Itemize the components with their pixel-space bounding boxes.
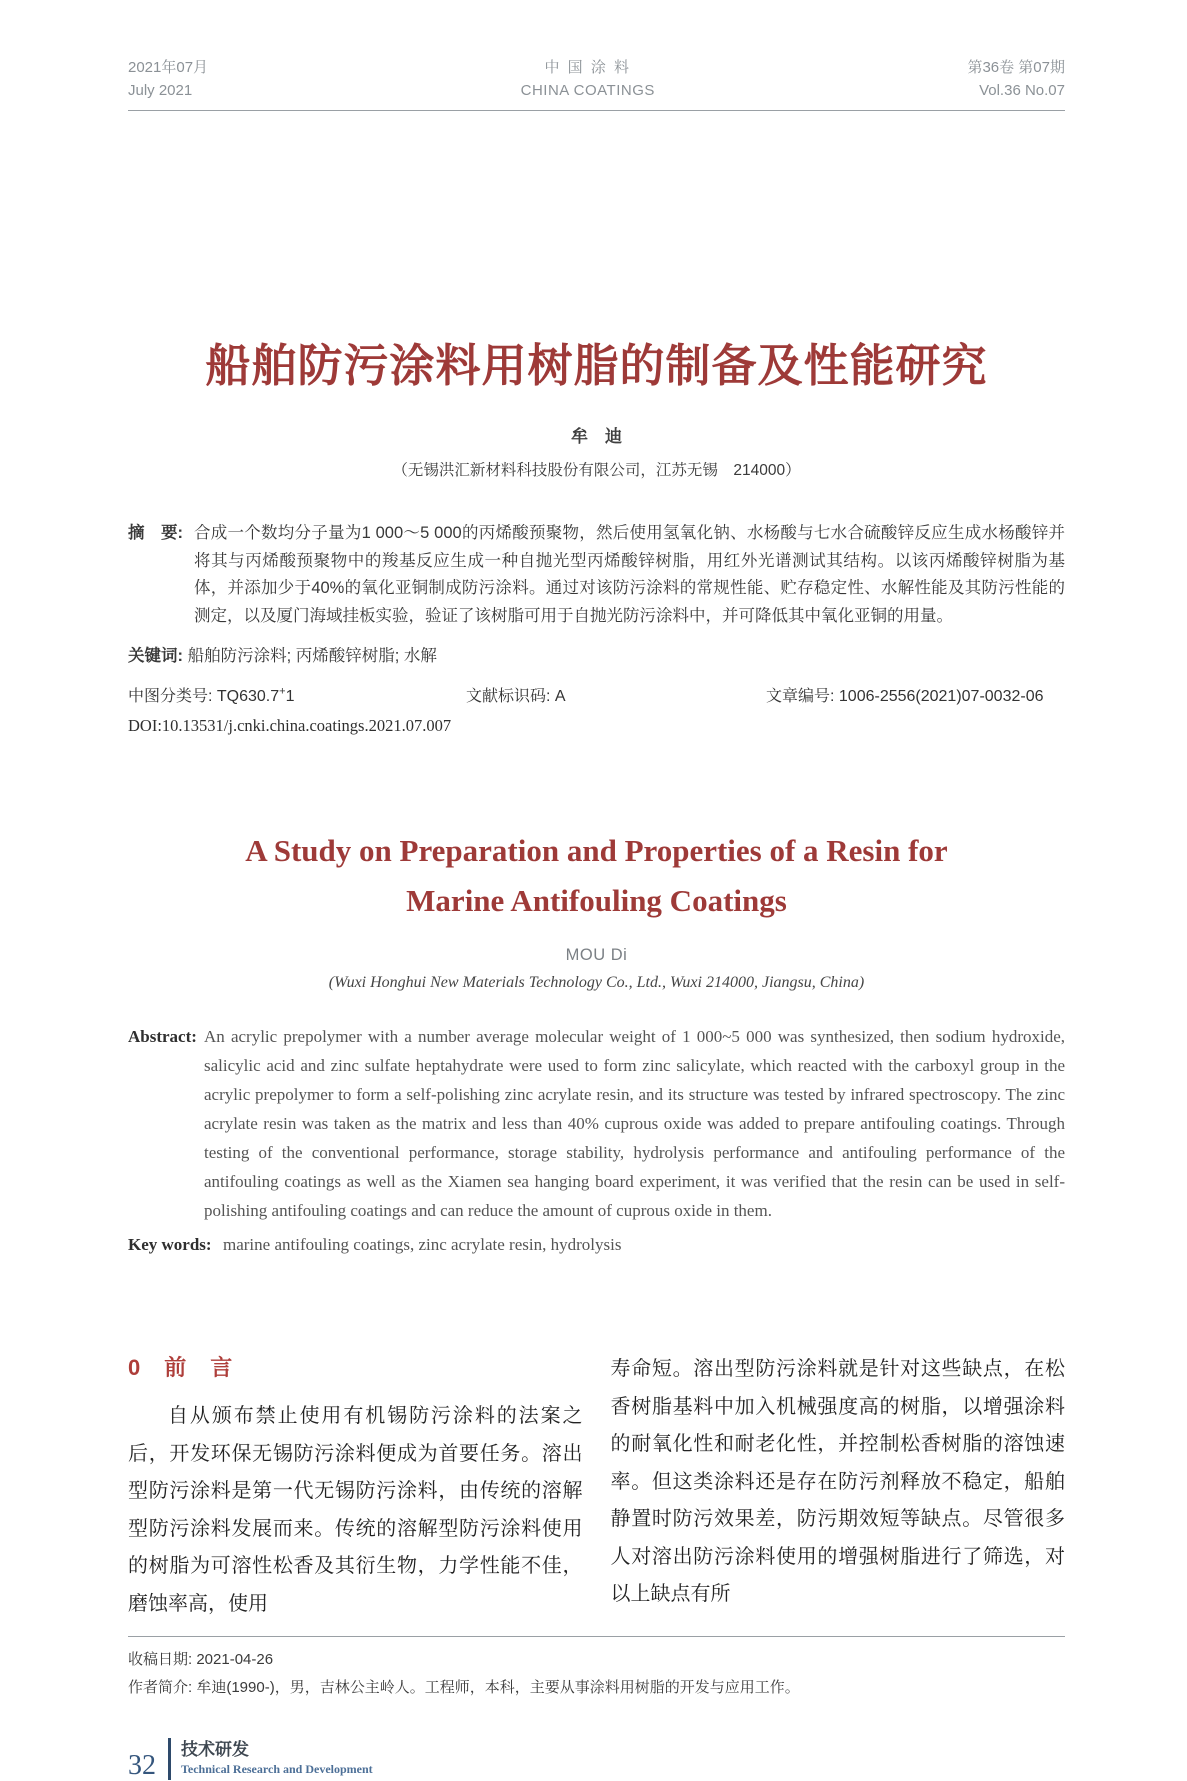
abstract-en-text: An acrylic prepolymer with a number average molecular weight of 1 000~5 000 was synthesized, then sodium hydroxide, salicylic acid and zinc sulfate heptahydrate were used to form zinc salicylate, which reacted with the carboxyl group in the acrylic prepolymer to form a self-polishing zinc acrylate resin, and its structure was tested by infrared spectroscopy. The zinc acrylate resin was taken as the matrix and less than 40% cuprous oxide was added to prepare antifouling coatings. Through testing of the conventional performance, storage stability, hydrolysis performance and antifouling performance of the antifouling coatings as well as the Xiamen sea hanging board experiment, it was verified that the resin can be used in self-polishing antifouling coatings and can reduce the amount of cuprous oxide in them. [204,1027,1065,1220]
clc-superscript: + [279,685,286,698]
keywords-en-block [128,1230,1065,1259]
body-paragraph-right: 寿命短。溶出型防污涂料就是针对这些缺点，在松香树脂基料中加入机械强度高的树脂，以增强涂料的耐氧化性和耐老化性，并控制松香树脂的溶蚀速率。但这类涂料还是存在防污剂释放不稳定，船舶静置时防污效果差，防污期效短等缺点。尽管很多人对溶出防污涂料使用的增强树脂进行了筛选，对以上缺点有所 [610,1358,1065,1605]
page-number: 32 [128,1750,156,1781]
author-en: MOU Di [565,946,628,964]
page-footer [128,1738,1065,1780]
footer-divider-bar [168,1738,171,1780]
abstract-zh-block [128,520,1065,630]
section-0-heading: 0 前 言 [128,1355,234,1380]
affiliation-zh: （无锡洪汇新材料科技股份有限公司，江苏无锡 214000） [392,462,801,479]
meta-row [128,683,1065,707]
document-code: 文献标识码: A [466,688,566,705]
footer-column-names [181,1740,373,1778]
issue-date-en: July 2021 [128,82,193,99]
abstract-zh-text: 合成一个数均分子量为1 000～5 000的丙烯酸预聚物，然后使用氢氧化钠、水杨酸与七水合硫酸锌反应生成水杨酸锌并将其与丙烯酸预聚物中的羧基反应生成一种自抛光型丙烯酸锌树脂，用红外光谱测试其结构。以该丙烯酸锌树脂为基体，并添加少于40%的氧化亚铜制成防污涂料。通过对该防污涂料的常规性能、贮存稳定性、水解性能及其防污性能的测定，以及厦门海域挂板实验，验证了该树脂可用于自抛光防污涂料中，并可降低其中氧化亚铜的用量。 [194,524,1065,625]
article-title-zh: 船舶防污涂料用树脂的制备及性能研究 [205,340,988,391]
abstract-zh-label: 摘 要: [128,524,183,542]
issue-date-zh: 2021年07月 [128,59,209,76]
header-issue-date [128,56,208,102]
author-bio: 作者简介: 牟迪(1990-)，男，吉林公主岭人。工程师，本科，主要从事涂料用树脂的开发与应用工作。 [128,1679,800,1696]
body-columns [128,1351,1065,1623]
keywords-zh-block [128,642,1065,666]
volume-issue-zh: 第36卷 第07期 [967,59,1065,76]
body-paragraph-left: 自从颁布禁止使用有机锡防污涂料的法案之后，开发环保无锡防污涂料便成为首要任务。溶出型防污涂料是第一代无锡防污涂料，由传统的溶解型防污涂料发展而来。传统的溶解型防污涂料使用的树脂为可溶性松香及其衍生物，力学性能不佳，磨蚀率高，使用 [128,1405,583,1615]
abstract-en-label: Abstract: [128,1027,197,1046]
received-date: 收稿日期: 2021-04-26 [128,1651,274,1668]
article-title-en-line2: Marine Antifouling Coatings [406,883,787,918]
volume-issue-en: Vol.36 No.07 [979,82,1065,99]
header-journal-name [521,56,655,102]
journal-name-zh: 中 国 涂 料 [544,59,631,76]
article-title-en [128,826,1065,926]
article-id: 文章编号: 1006-2556(2021)07-0032-06 [766,688,1044,705]
clc-number: 中图分类号: TQ630.7+1 [128,685,295,705]
article-title-en-line1: A Study on Preparation and Properties of a Resin for [245,833,948,868]
keywords-zh-text: 船舶防污涂料; 丙烯酸锌树脂; 水解 [183,647,437,665]
abstract-en-block [128,1022,1065,1225]
affiliation-en: (Wuxi Honghui New Materials Technology Co., Ltd., Wuxi 214000, Jiangsu, China) [328,974,865,991]
body-column-left [128,1351,583,1623]
doi: DOI:10.13531/j.cnki.china.coatings.2021.07.007 [128,716,452,735]
keywords-en-text: marine antifouling coatings, zinc acrylate resin, hydrolysis [223,1235,622,1254]
journal-header [128,0,1065,111]
author-zh: 牟 迪 [571,427,622,446]
footer-column-zh: 技术研发 [181,1740,249,1759]
keywords-en-label: Key words: [128,1235,212,1254]
header-volume-issue [967,56,1065,102]
journal-name-en: CHINA COATINGS [520,82,655,99]
footer-column-en: Technical Research and Development [181,1762,373,1776]
footnote-block [128,1636,1065,1702]
keywords-zh-label: 关键词: [128,647,183,665]
body-column-right [611,1351,1066,1623]
